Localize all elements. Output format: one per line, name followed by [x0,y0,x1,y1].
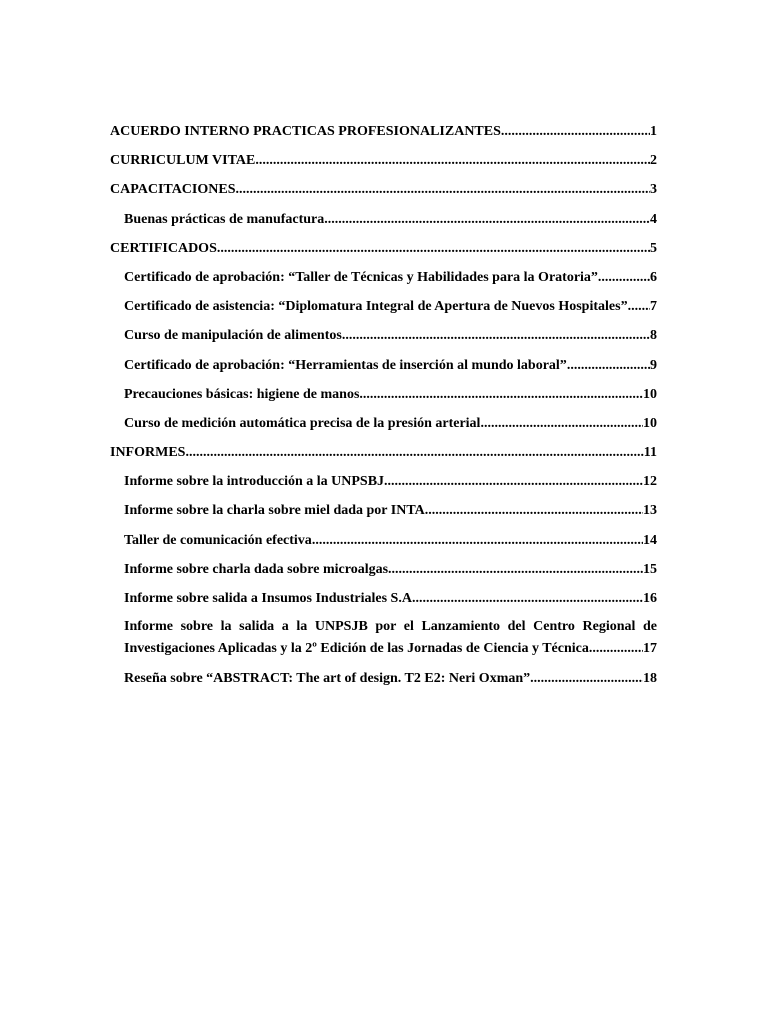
toc-leader-dots [628,297,650,317]
toc-entry-acuerdo[interactable] [110,122,657,142]
toc-page-number: 10 [643,415,657,431]
toc-leader-dots [384,472,643,492]
toc-leader-dots [236,180,651,200]
toc-page-number: 14 [643,532,657,548]
toc-leader-dots [530,669,643,689]
toc-entry-title: Informe sobre la introducción a la UNPSBJ [124,474,385,490]
toc-entry-title-line2: Investigaciones Aplicadas y la 2º Edición de las Jornadas de Ciencia y Técnica [124,641,589,657]
toc-page-number: 7 [650,299,657,315]
toc-entry-resena-abstract[interactable] [110,669,657,689]
toc-leader-dots [342,326,650,346]
toc-entry-title-line2-row [124,638,657,660]
toc-entry-title: Certificado de aprobación: “Herramientas de inserción al mundo laboral” [124,357,567,373]
toc-entry-title: INFORMES [110,445,186,461]
toc-leader-dots [255,151,650,171]
toc-entry-higiene-manos[interactable] [110,385,657,405]
toc-page-number: 15 [643,561,657,577]
toc-leader-dots [480,414,643,434]
toc-page-number: 17 [643,641,657,657]
toc-entry-title: ACUERDO INTERNO PRACTICAS PROFESIONALIZANTES [110,124,501,139]
toc-leader-dots [312,531,643,551]
toc-entry-informe-microalgas[interactable] [110,560,657,580]
toc-leader-dots [185,443,643,463]
toc-leader-dots [589,638,643,660]
toc-leader-dots [425,501,643,521]
toc-leader-dots [324,210,650,230]
toc-page-number: 3 [650,182,657,198]
toc-page-number: 6 [650,269,657,285]
toc-entry-certificado-oratoria[interactable] [110,268,657,288]
toc-entry-title-line1: Informe sobre la salida a la UNPSJB por el Lanzamiento del Centro Regional de [124,619,657,635]
toc-page-number: 4 [650,211,657,227]
toc-page-number: 12 [643,474,657,490]
toc-entry-title: CERTIFICADOS [110,240,217,256]
toc-entry-title: Informe sobre salida a Insumos Industriales S.A. [124,591,416,606]
toc-entry-title: Curso de medición automática precisa de la presión arterial [124,415,481,431]
toc-entry-curriculum[interactable] [110,151,657,171]
toc-entry-manipulacion-alimentos[interactable] [110,326,657,346]
toc-page-number: 16 [643,591,657,606]
toc-leader-dots [388,560,643,580]
toc-page-number: 13 [643,503,657,519]
toc-entry-title: CURRICULUM VITAE [110,153,256,169]
toc-entry-informes[interactable] [110,443,657,463]
toc-entry-informe-miel-inta[interactable] [110,501,657,521]
toc-leader-dots [598,268,650,288]
toc-page-number: 5 [650,240,657,256]
toc-entry-certificados[interactable] [110,239,657,259]
toc-entry-certificado-diplomatura[interactable] [110,297,657,317]
toc-entry-title: Certificado de asistencia: “Diplomatura Integral de Apertura de Nuevos Hospitales” [124,299,628,315]
toc-entry-informe-insumos[interactable] [110,589,657,609]
toc-leader-dots [501,122,650,142]
toc-entry-title: Precauciones básicas: higiene de manos [124,386,360,402]
toc-entry-taller-comunicacion[interactable] [110,531,657,551]
toc-entry-title: Informe sobre charla dada sobre microalgas [124,561,389,577]
toc-page-number: 1 [650,124,657,139]
table-of-contents [110,122,657,699]
toc-leader-dots [415,589,643,609]
toc-page-number: 10 [643,386,657,402]
toc-page-number: 11 [643,445,657,461]
toc-entry-buenas-practicas[interactable] [110,210,657,230]
toc-page-number: 9 [650,357,657,373]
toc-leader-dots [359,385,643,405]
toc-entry-title: Buenas prácticas de manufactura [124,211,325,227]
toc-entry-title: Curso de manipulación de alimentos [124,328,342,344]
toc-entry-informe-unpsbj[interactable] [110,472,657,492]
toc-page-number: 18 [643,671,657,687]
toc-entry-presion-arterial[interactable] [110,414,657,434]
toc-leader-dots [567,356,650,376]
toc-leader-dots [217,239,650,259]
toc-entry-title: Certificado de aprobación: “Taller de Técnicas y Habilidades para la Oratoria” [124,269,598,285]
toc-entry-title: Reseña sobre “ABSTRACT: The art of design. T2 E2: Neri Oxman” [124,671,531,687]
toc-entry-title: Taller de comunicación efectiva [124,532,312,548]
toc-entry-title: CAPACITACIONES [110,182,236,198]
toc-entry-capacitaciones[interactable] [110,180,657,200]
toc-page-number: 8 [650,328,657,344]
toc-entry-informe-lanzamiento[interactable] [110,616,657,660]
toc-entry-certificado-herramientas[interactable] [110,356,657,376]
toc-page-number: 2 [650,153,657,169]
toc-entry-title: Informe sobre la charla sobre miel dada por INTA [124,503,425,519]
